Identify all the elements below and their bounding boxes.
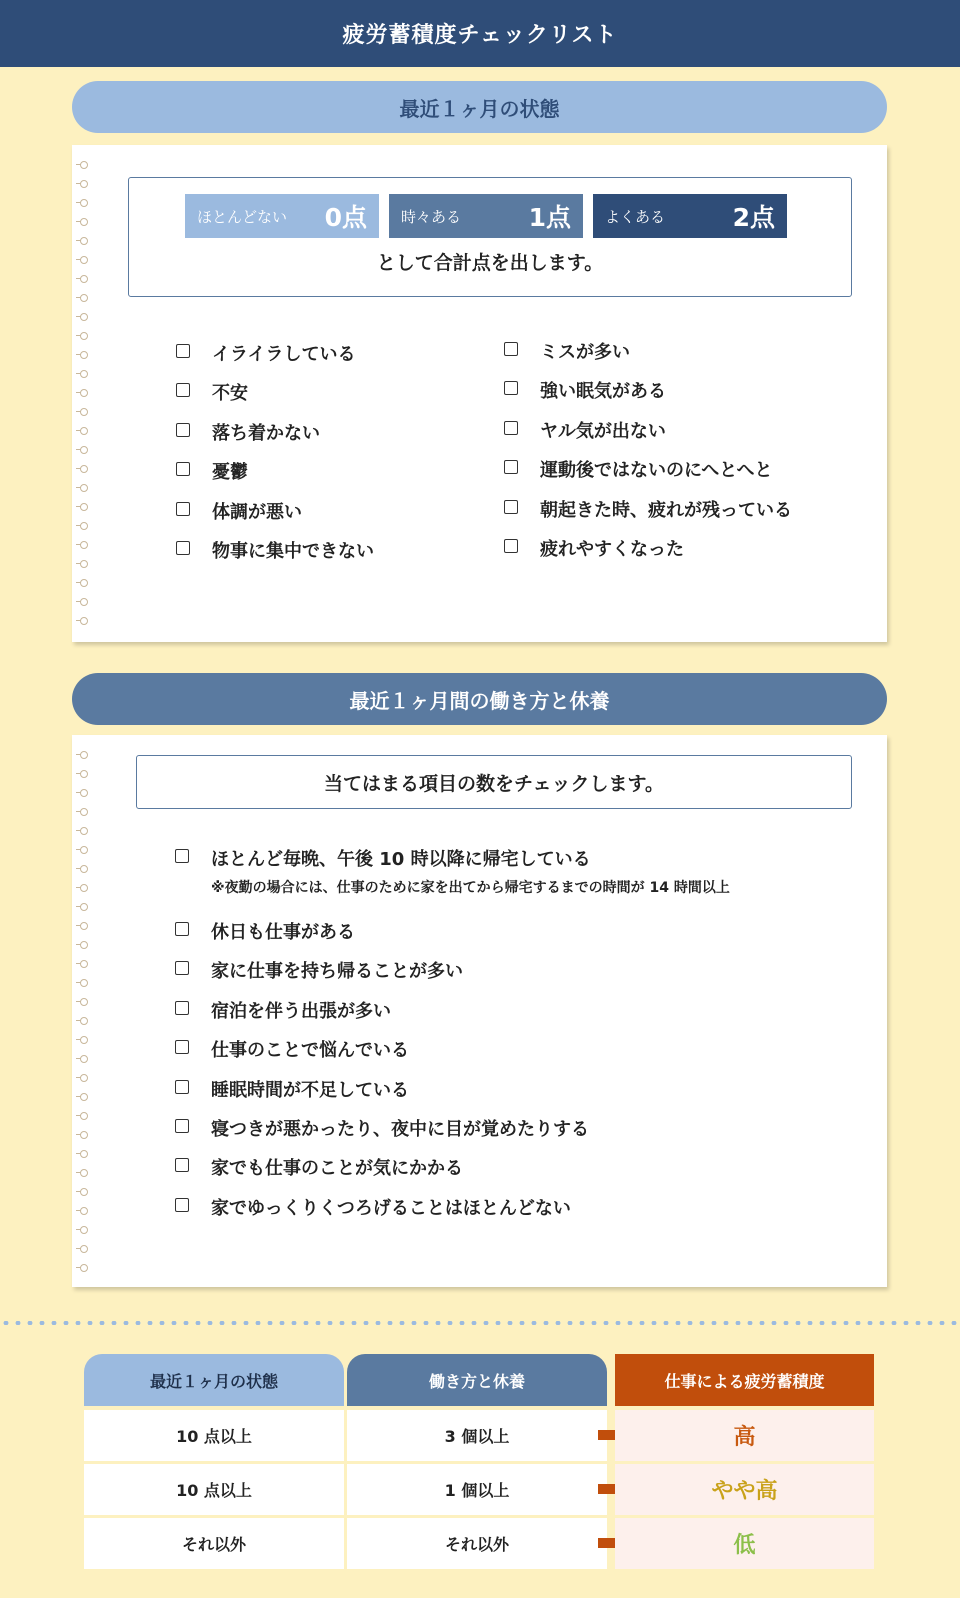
binding-ring <box>76 461 90 480</box>
binding-ring <box>76 1203 90 1222</box>
table-cell-work: 1 個以上 <box>347 1464 607 1515</box>
binding-ring <box>76 1165 90 1184</box>
binding-ring <box>76 823 90 842</box>
binding-ring <box>76 1184 90 1203</box>
checklist-item <box>504 456 792 495</box>
checklist-item <box>175 957 589 996</box>
score-tag-points: 2点 <box>732 203 775 232</box>
work-checklist <box>175 918 589 1233</box>
checklist-item <box>504 535 792 574</box>
checklist-item-label: 家でゆっくりくつろげることはほとんどない <box>211 1197 571 1219</box>
table-header-work: 働き方と休養 <box>347 1354 607 1406</box>
checkbox[interactable] <box>504 460 518 474</box>
checklist-item <box>176 537 374 576</box>
checklist-item-label: 疲れやすくなった <box>540 538 684 560</box>
checklist-item <box>175 1115 589 1154</box>
table-cell-work: 3 個以上 <box>347 1410 607 1461</box>
binding-ring <box>76 842 90 861</box>
checkbox[interactable] <box>176 462 190 476</box>
checklist-item-label: 落ち着かない <box>212 422 320 444</box>
checkbox[interactable] <box>504 381 518 395</box>
score-tag-label: 時々ある <box>401 207 462 226</box>
checklist-item-label: ミスが多い <box>540 342 630 363</box>
checklist-item <box>175 845 730 897</box>
binding-ring <box>76 480 90 499</box>
checkbox[interactable] <box>176 502 190 516</box>
binding-ring <box>76 575 90 594</box>
checklist-item-label: ヤル気が出ない <box>540 420 666 442</box>
checkbox[interactable] <box>175 1080 189 1094</box>
binding-ring <box>76 214 90 233</box>
checklist-item-label: 家でも仕事のことが気にかかる <box>211 1158 463 1180</box>
score-tag-points: 0点 <box>324 203 367 232</box>
binding-ring <box>76 861 90 880</box>
section1-title: 最近１ヶ月の状態 <box>72 81 887 133</box>
binding-ring <box>76 1260 90 1279</box>
table-header-fatigue: 仕事による疲労蓄積度 <box>615 1354 874 1406</box>
binding-ring <box>76 157 90 176</box>
checklist-item-label: 寝つきが悪かったり、夜中に目が覚めたりする <box>211 1118 589 1140</box>
checklist-item <box>175 1154 589 1193</box>
checkbox[interactable] <box>504 421 518 435</box>
checklist-item <box>175 1076 589 1115</box>
checklist-item <box>176 379 374 418</box>
checklist-item-label: 体調が悪い <box>212 501 302 523</box>
score-tag-label: よくある <box>605 207 666 226</box>
binding-ring <box>76 956 90 975</box>
binding-ring <box>76 442 90 461</box>
checkbox[interactable] <box>176 541 190 555</box>
scoring-rule-box <box>128 177 852 297</box>
binding-ring <box>76 937 90 956</box>
table-header-state: 最近１ヶ月の状態 <box>84 1354 344 1406</box>
checklist-item <box>176 419 374 458</box>
checklist-item-note: ※夜勤の場合には、仕事のために家を出てから帰宅するまでの時間が 14 時間以上 <box>211 880 730 896</box>
checklist-item <box>175 1194 589 1233</box>
binding-ring <box>76 176 90 195</box>
binding-ring <box>76 975 90 994</box>
checkbox[interactable] <box>175 961 189 975</box>
binding-ring <box>76 1241 90 1260</box>
checkbox[interactable] <box>175 922 189 936</box>
table-cell-state: 10 点以上 <box>84 1464 344 1515</box>
checkbox[interactable] <box>175 1001 189 1015</box>
binding-ring <box>76 290 90 309</box>
checklist-item <box>176 498 374 537</box>
binding-ring <box>76 1108 90 1127</box>
section1-card <box>72 145 887 642</box>
page-header <box>0 0 960 67</box>
score-tag-points: 1点 <box>528 203 571 232</box>
checklist-item-label: 睡眠時間が不足している <box>211 1079 409 1101</box>
checkbox[interactable] <box>175 1119 189 1133</box>
checklist-item-label: 不安 <box>212 383 248 405</box>
binding-ring <box>76 518 90 537</box>
scoring-note: として合計点を出します。 <box>376 252 604 274</box>
score-tag-often <box>593 194 787 238</box>
table-cell-state: 10 点以上 <box>84 1410 344 1461</box>
checklist-item <box>504 417 792 456</box>
binding-ring <box>76 556 90 575</box>
state-checklist-left <box>176 340 374 576</box>
checkbox[interactable] <box>504 500 518 514</box>
binding-ring <box>76 233 90 252</box>
binding-ring <box>76 994 90 1013</box>
binding-ring <box>76 347 90 366</box>
binding-ring <box>76 1089 90 1108</box>
table-cell-level: やや高 <box>615 1464 874 1515</box>
score-tag-never <box>185 194 379 238</box>
binding-ring <box>76 1146 90 1165</box>
binding-ring <box>76 1127 90 1146</box>
binding-ring <box>76 1222 90 1241</box>
spiral-binding <box>76 157 90 632</box>
checklist-item-label: 仕事のことで悩んでいる <box>211 1040 409 1062</box>
binding-ring <box>76 613 90 632</box>
checklist-item-label: 宿泊を伴う出張が多い <box>211 1000 391 1022</box>
section2-card <box>72 735 887 1287</box>
checklist-item <box>176 458 374 497</box>
checklist-item <box>175 997 589 1036</box>
table-cell-work: それ以外 <box>347 1518 607 1569</box>
binding-ring <box>76 404 90 423</box>
checkbox[interactable] <box>175 1040 189 1054</box>
checkbox[interactable] <box>175 849 189 863</box>
checklist-item <box>175 918 589 957</box>
checklist-item-label: 家に仕事を持ち帰ることが多い <box>211 961 463 983</box>
checklist-item-label: 朝起きた時、疲れが残っている <box>540 499 792 521</box>
binding-ring <box>76 1013 90 1032</box>
checklist-item <box>504 496 792 535</box>
binding-ring <box>76 804 90 823</box>
binding-ring <box>76 899 90 918</box>
binding-ring <box>76 537 90 556</box>
score-tag-label: ほとんどない <box>197 207 288 226</box>
binding-ring <box>76 1070 90 1089</box>
binding-ring <box>76 747 90 766</box>
binding-ring <box>76 766 90 785</box>
binding-ring <box>76 880 90 899</box>
binding-ring <box>76 271 90 290</box>
binding-ring <box>76 423 90 442</box>
binding-ring <box>76 1051 90 1070</box>
spiral-binding <box>76 747 90 1279</box>
binding-ring <box>76 366 90 385</box>
checklist-item-label: ほとんど毎晩、午後 10 時以降に帰宅している <box>211 849 591 870</box>
binding-ring <box>76 252 90 271</box>
checkbox[interactable] <box>175 1158 189 1172</box>
instruction-box: 当てはまる項目の数をチェックします。 <box>136 755 852 809</box>
binding-ring <box>76 385 90 404</box>
checklist-item-label: 運動後ではないのにへとへと <box>540 460 773 482</box>
checkbox[interactable] <box>176 423 190 437</box>
checkbox[interactable] <box>504 539 518 553</box>
binding-ring <box>76 328 90 347</box>
checklist-item-label: 憂鬱 <box>212 462 248 484</box>
table-cell-state: それ以外 <box>84 1518 344 1569</box>
checkbox[interactable] <box>176 383 190 397</box>
checklist-item-label: 強い眠気がある <box>540 381 666 403</box>
score-tag-sometimes <box>389 194 583 238</box>
checkbox[interactable] <box>504 342 518 356</box>
binding-ring <box>76 594 90 613</box>
checklist-item <box>175 1036 589 1075</box>
checklist-item <box>176 340 374 379</box>
table-cell-level: 低 <box>615 1518 874 1569</box>
binding-ring <box>76 918 90 937</box>
state-checklist-right <box>504 338 792 574</box>
binding-ring <box>76 195 90 214</box>
table-cell-level: 高 <box>615 1410 874 1461</box>
checklist-item <box>504 338 792 377</box>
binding-ring <box>76 1032 90 1051</box>
checklist-item-label: 物事に集中できない <box>212 540 374 562</box>
checklist-item-label: 休日も仕事がある <box>211 922 355 943</box>
page-title: 疲労蓄積度チェックリスト <box>342 23 618 48</box>
binding-ring <box>76 785 90 804</box>
binding-ring <box>76 499 90 518</box>
section2-title: 最近１ヶ月間の働き方と休養 <box>72 673 887 725</box>
binding-ring <box>76 309 90 328</box>
dotted-divider <box>0 1321 960 1325</box>
checkbox[interactable] <box>176 344 190 358</box>
checklist-item-label: イライラしている <box>212 344 356 365</box>
checklist-item <box>504 377 792 416</box>
checkbox[interactable] <box>175 1198 189 1212</box>
